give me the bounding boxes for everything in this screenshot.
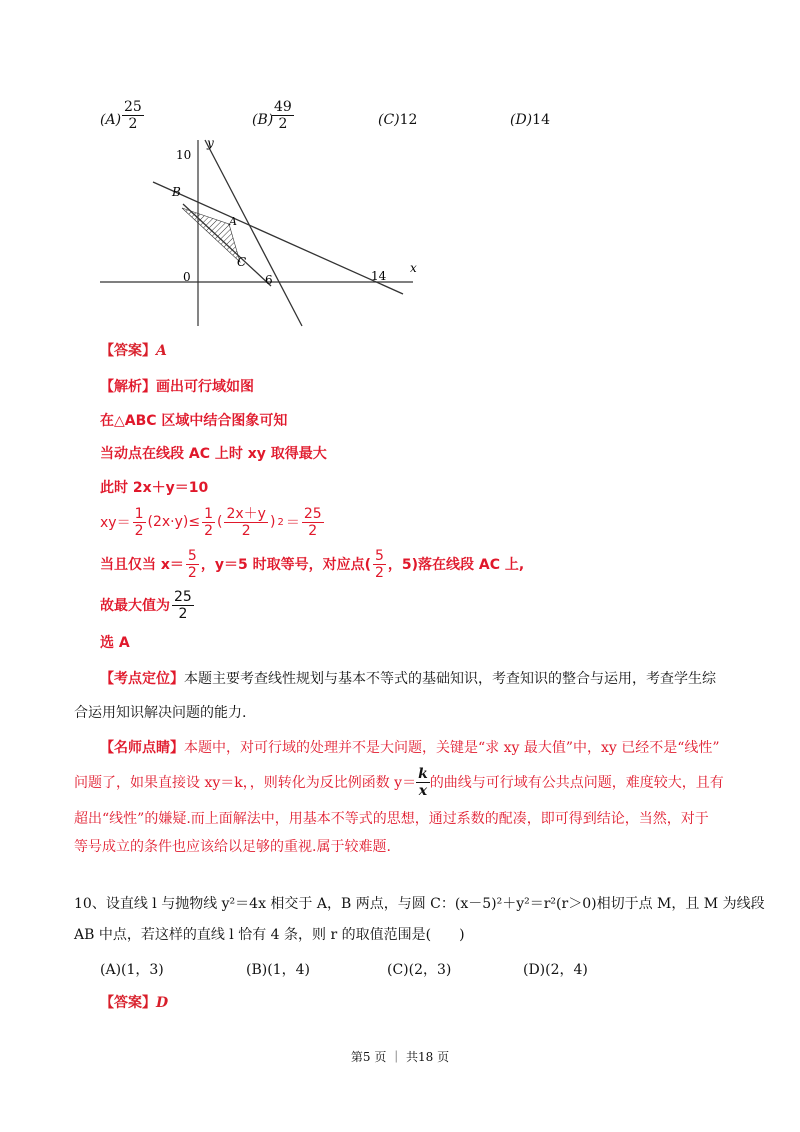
line6-frac-2 [373, 549, 386, 580]
mingshi-text-2a: 问题了，如果直接设 xy＝k，，则转化为反比例函数 y＝ [74, 775, 417, 791]
line6-frac-1-num: 5 [187, 547, 197, 564]
line6-a: 当且仅当 x＝ [100, 557, 184, 573]
line6-b: ，y＝5 时取等号，对应点( [200, 557, 371, 573]
line7-frac-den: 2 [178, 605, 188, 622]
eq-lhs: xy＝ [100, 515, 131, 531]
eq-frac-1 [133, 507, 146, 538]
option-a-den: 2 [128, 116, 138, 132]
answer-1 [100, 340, 167, 360]
mingshi-frac-den: x [418, 782, 428, 799]
kaodian-text-1: 本题主要考查线性规划与基本不等式的基础知识，考查知识的整合与运用，考查学生综 [184, 671, 716, 687]
answer-2 [100, 992, 168, 1012]
line6-frac-1 [186, 549, 199, 580]
eq-frac-3-den: 2 [241, 522, 251, 539]
q10-option-c: (C)(2，3) [387, 962, 452, 978]
line7-a: 故最大值为 [100, 598, 170, 614]
answer-2-label: 【答案】 [100, 995, 156, 1011]
option-b-label: (B) [252, 112, 274, 128]
tick-14: 14 [371, 269, 387, 283]
eq-mid: (2x·y)≤ [147, 514, 201, 530]
analysis-line-3: 当动点在线段 AC 上时 xy 取得最大 [100, 446, 327, 462]
option-a-fraction [122, 100, 144, 131]
eq-frac-1-den: 2 [134, 522, 144, 539]
option-d-value: 14 [532, 112, 550, 128]
q10-option-d: (D)(2，4) [523, 962, 588, 978]
analysis-line-4: 此时 2x＋y＝10 [100, 480, 209, 496]
tick-10: 10 [176, 148, 192, 162]
kaodian-line-2: 合运用知识解决问题的能力. [74, 705, 247, 721]
mingshi-frac-num: k [418, 765, 428, 782]
eq-open-paren: ( [217, 514, 223, 530]
analysis-line-7 [100, 585, 194, 625]
mingshi-text-1: 本题中，对可行域的处理并不是大问题，关键是“求 xy 最大值”中，xy 已经不是“线性” [184, 740, 720, 756]
mingshi-line-3: 超出“线性”的嫌疑.而上面解法中，用基本不等式的思想，通过系数的配凑，即可得到结论，当然，对于 [74, 811, 709, 827]
analysis-label: 【解析】 [100, 379, 156, 395]
eq-frac-2-den: 2 [204, 522, 214, 539]
line6-c: ，5)落在线段 AC 上, [387, 557, 525, 573]
point-b-label: B [172, 185, 181, 199]
option-a-label: (A) [100, 112, 122, 128]
eq-equals: ＝ [285, 515, 300, 531]
feasible-region-graph [95, 138, 425, 330]
option-b-num: 49 [274, 99, 292, 115]
answer-2-value: D [156, 995, 169, 1011]
mingshi-text-2b: 的曲线与可行域有公共点问题，难度较大，且有 [429, 775, 724, 791]
line6-frac-1-den: 2 [187, 564, 197, 581]
eq-frac-1-num: 1 [134, 505, 144, 522]
analysis-line-1 [100, 376, 254, 396]
analysis-line-5 [100, 500, 324, 544]
option-c [378, 112, 417, 128]
y-axis-label: y [207, 138, 214, 150]
q10-option-a: (A)(1，3) [100, 962, 164, 978]
eq-frac-3 [224, 507, 267, 538]
option-c-value: 12 [399, 112, 418, 128]
mingshi-label: 【名师点睛】 [100, 740, 184, 756]
analysis-line-2: 在△ABC 区域中结合图象可知 [100, 413, 288, 429]
mingshi-line-1 [100, 737, 740, 757]
eq-frac-3-num: 2x＋y [226, 505, 266, 522]
mingshi-line-2 [74, 762, 724, 802]
eq-close-paren: ) [269, 514, 276, 530]
option-a-num: 25 [124, 99, 142, 115]
mingshi-frac [416, 767, 430, 798]
q10-line-2: AB 中点，若这样的直线 l 恰有 4 条，则 r 的取值范围是( ) [74, 927, 465, 943]
option-d-label: (D) [510, 112, 533, 128]
kaodian-line-1 [100, 668, 740, 688]
analysis-text-1: 画出可行域如图 [156, 379, 254, 395]
mingshi-line-4: 等号成立的条件也应该给以足够的重视.属于较难题. [74, 839, 391, 855]
analysis-line-6 [100, 544, 524, 584]
eq-frac-2 [202, 507, 215, 538]
option-b-den: 2 [278, 116, 288, 132]
q10-option-b: (B)(1，4) [246, 962, 310, 978]
answer-1-value: A [156, 343, 167, 359]
eq-frac-4-den: 2 [308, 522, 318, 539]
answer-1-label: 【答案】 [100, 343, 156, 359]
eq-frac-2-num: 1 [204, 505, 214, 522]
line7-frac [172, 590, 194, 621]
eq-square: 2 [277, 516, 284, 528]
line6-frac-2-den: 2 [374, 564, 384, 581]
line6-frac-2-num: 5 [374, 547, 384, 564]
page-footer: 第5 页 ｜ 共18 页 [350, 1050, 450, 1064]
tick-6: 6 [265, 273, 273, 287]
kaodian-label: 【考点定位】 [100, 671, 184, 687]
eq-frac-4-num: 25 [303, 505, 322, 522]
option-b-fraction [272, 100, 294, 131]
q10-line-1: 10、设直线 l 与抛物线 y²＝4x 相交于 A，B 两点，与圆 C：(x－5)²＋y²＝r²(r＞0)相切于点 M，且 M 为线段 [74, 896, 765, 912]
eq-frac-4 [302, 507, 324, 538]
question9-options [100, 100, 700, 140]
option-d [510, 112, 550, 128]
x-axis-label: x [410, 261, 417, 275]
line-ab [183, 204, 271, 286]
tick-0: 0 [183, 270, 191, 284]
option-c-label: (C) [378, 112, 400, 128]
point-c-label: C [237, 255, 247, 269]
point-a-label: A [229, 215, 237, 228]
analysis-line-8: 选 A [100, 635, 130, 651]
line7-frac-num: 25 [174, 588, 192, 605]
